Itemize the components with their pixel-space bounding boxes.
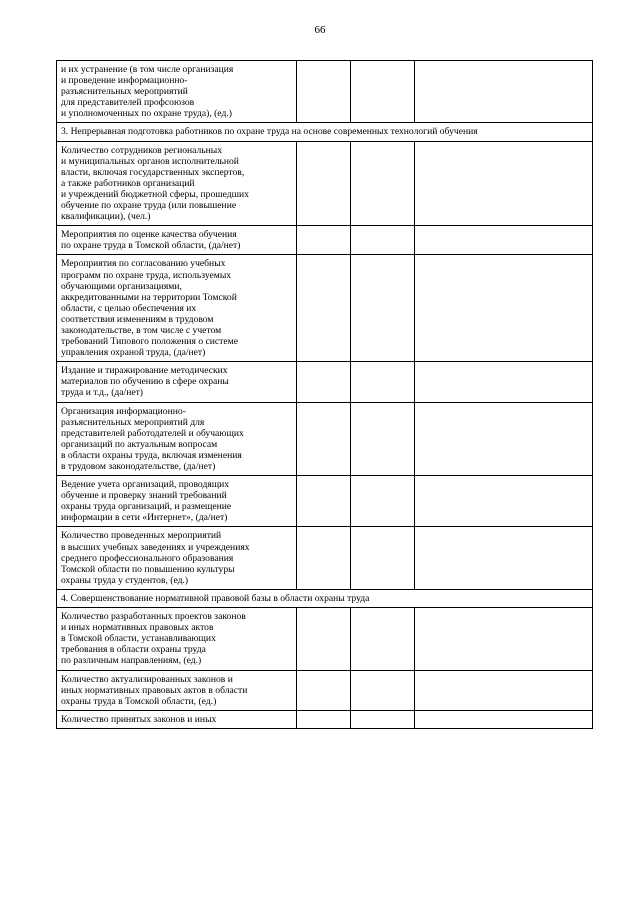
indicator-name-cell: Количество сотрудников региональных и муниципальных органов исполнительной власти, включая государственных экспертов, а также работников организаций и учреждений бюджетной сферы, прошедших обучение по охране труда (или повышение квалификации), (чел.) <box>57 141 297 226</box>
value-cell <box>350 402 414 476</box>
indicator-name-cell: Мероприятия по оценке качества обучения по охране труда в Томской области, (да/нет) <box>57 226 297 255</box>
value-cell <box>414 141 592 226</box>
value-cell <box>297 710 351 728</box>
table-row <box>57 402 593 476</box>
table-row <box>57 255 593 362</box>
section-heading: 3. Непрерывная подготовка работников по охране труда на основе современных технологий обучения <box>57 123 593 141</box>
value-cell <box>297 608 351 670</box>
value-cell <box>414 670 592 710</box>
value-cell <box>414 608 592 670</box>
value-cell <box>350 670 414 710</box>
value-cell <box>414 476 592 527</box>
table-row <box>57 141 593 226</box>
indicator-name-cell: Издание и тиражирование методических материалов по обучению в сфере охраны труда и т.д., (да/нет) <box>57 362 297 402</box>
indicator-name-cell: Количество принятых законов и иных <box>57 710 297 728</box>
table-row <box>57 670 593 710</box>
value-cell <box>297 402 351 476</box>
indicator-name-cell: Организация информационно- разъяснительных мероприятий для представителей работодателей и обучающих организаций по актуальным вопросам в области охраны труда, включая изменения в трудовом законодательстве, (да/нет) <box>57 402 297 476</box>
value-cell <box>297 141 351 226</box>
table-row <box>57 710 593 728</box>
indicators-table <box>56 60 593 729</box>
value-cell <box>414 710 592 728</box>
page-number: 66 <box>314 24 326 36</box>
section-heading: 4. Совершенствование нормативной правовой базы в области охраны труда <box>57 589 593 607</box>
value-cell <box>350 608 414 670</box>
value-cell <box>350 226 414 255</box>
value-cell <box>350 362 414 402</box>
value-cell <box>350 61 414 123</box>
value-cell <box>414 527 592 589</box>
table-row <box>57 608 593 670</box>
indicator-name-cell: Количество актуализированных законов и иных нормативных правовых актов в области охраны труда в Томской области, (ед.) <box>57 670 297 710</box>
value-cell <box>350 141 414 226</box>
indicator-name-cell: Ведение учета организаций, проводящих обучение и проверку знаний требований охраны труда организаций, и размещение информации в сети «Интернет», (да/нет) <box>57 476 297 527</box>
indicator-name-cell: Мероприятия по согласованию учебных программ по охране труда, используемых обучающими организациями, аккредитованными на территории Томской области, с целью обеспечения их соответствия изменениям в трудовом законодательстве, в том числе с учетом требований Типового положения о системе управления охраной труда, (да/нет) <box>57 255 297 362</box>
value-cell <box>297 255 351 362</box>
table-row <box>57 476 593 527</box>
value-cell <box>297 476 351 527</box>
section-row <box>57 589 593 607</box>
table-row <box>57 61 593 123</box>
value-cell <box>414 255 592 362</box>
indicator-name-cell: и их устранение (в том числе организация и проведение информационно- разъяснительных мероприятий для представителей профсоюзов и уполномоченных по охране труда), (ед.) <box>57 61 297 123</box>
value-cell <box>350 255 414 362</box>
table-row <box>57 362 593 402</box>
value-cell <box>350 476 414 527</box>
value-cell <box>297 527 351 589</box>
indicator-name-cell: Количество разработанных проектов законов и иных нормативных правовых актов в Томской области, устанавливающих требования в области охраны труда по различным направлениям, (ед.) <box>57 608 297 670</box>
value-cell <box>350 527 414 589</box>
value-cell <box>414 226 592 255</box>
value-cell <box>297 670 351 710</box>
value-cell <box>414 402 592 476</box>
value-cell <box>414 362 592 402</box>
value-cell <box>297 362 351 402</box>
value-cell <box>350 710 414 728</box>
value-cell <box>297 226 351 255</box>
table-row <box>57 226 593 255</box>
indicator-name-cell: Количество проведенных мероприятий в высших учебных заведениях и учреждениях среднего профессионального образования Томской области по повышению культуры охраны труда у студентов, (ед.) <box>57 527 297 589</box>
section-row <box>57 123 593 141</box>
table-row <box>57 527 593 589</box>
value-cell <box>414 61 592 123</box>
value-cell <box>297 61 351 123</box>
